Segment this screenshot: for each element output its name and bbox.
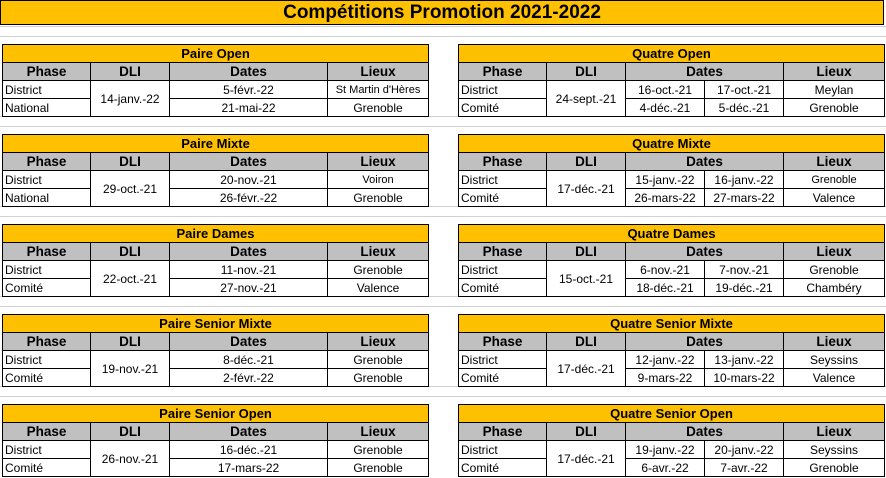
lieu-cell: Voiron [328,171,429,189]
column-header-dli: DLI [91,63,170,81]
lieu-cell: Grenoble [784,99,885,117]
table-row [459,81,885,99]
table-row [459,171,885,189]
date-cell: 7-avr.-22 [705,459,784,477]
table-row [459,459,885,477]
column-header-phase: Phase [459,243,547,261]
competition-block [458,134,884,207]
phase-cell: District [459,171,547,189]
date-cell: 6-avr.-22 [626,459,705,477]
phase-cell: Comité [3,369,91,387]
phase-cell: Comité [3,279,91,297]
dli-cell: 14-janv.-22 [91,81,170,117]
column-header-dates: Dates [626,243,784,261]
table-row [459,369,885,387]
competition-block [2,314,428,387]
dli-cell: 15-oct.-21 [547,261,626,297]
lieu-cell: Grenoble [784,171,885,189]
phase-cell: Comité [3,459,91,477]
lieu-cell: St Martin d'Hères [328,81,429,99]
sheet-gridline [0,306,886,307]
phase-cell: Comité [459,279,547,297]
competition-table [2,404,429,477]
date-cell: 19-janv.-22 [626,441,705,459]
dli-cell: 26-nov.-21 [91,441,170,477]
competition-name: Quatre Open [459,45,885,63]
column-header-lieux: Lieux [328,243,429,261]
column-header-dates: Dates [626,153,784,171]
table-row [459,261,885,279]
competition-block [2,224,428,297]
date-cell: 11-nov.-21 [170,261,328,279]
column-header-phase: Phase [459,153,547,171]
phase-cell: District [459,441,547,459]
page-title: Compétitions Promotion 2021-2022 [0,0,884,25]
date-cell: 10-mars-22 [705,369,784,387]
dli-cell: 22-oct.-21 [91,261,170,297]
phase-cell: District [3,261,91,279]
column-header-dates: Dates [626,63,784,81]
table-row [3,261,429,279]
column-header-dates: Dates [170,153,328,171]
date-cell: 17-mars-22 [170,459,328,477]
competition-name: Quatre Senior Mixte [459,315,885,333]
lieu-cell: Grenoble [328,261,429,279]
phase-cell: District [3,171,91,189]
lieu-cell: Meylan [784,81,885,99]
sheet-gridline [0,126,886,127]
date-cell: 12-janv.-22 [626,351,705,369]
table-row [459,279,885,297]
sheet-gridline [0,26,886,27]
column-header-lieux: Lieux [784,153,885,171]
table-row [3,99,429,117]
phase-cell: National [3,189,91,207]
table-row [3,441,429,459]
lieu-cell: Valence [784,369,885,387]
date-cell: 27-mars-22 [705,189,784,207]
phase-cell: District [459,81,547,99]
competition-name: Quatre Senior Open [459,405,885,423]
lieu-cell: Grenoble [328,369,429,387]
competition-table [458,224,885,297]
competition-name: Quatre Mixte [459,135,885,153]
lieu-cell: Valence [328,279,429,297]
phase-cell: District [3,441,91,459]
competition-block [2,404,428,477]
dli-cell: 17-déc.-21 [547,171,626,207]
column-header-dli: DLI [91,243,170,261]
date-cell: 21-mai-22 [170,99,328,117]
table-row [3,351,429,369]
date-cell: 5-déc.-21 [705,99,784,117]
competition-table [458,404,885,477]
date-cell: 26-mars-22 [626,189,705,207]
column-header-dli: DLI [547,243,626,261]
column-header-dli: DLI [547,63,626,81]
lieu-cell: Grenoble [784,261,885,279]
column-header-dli: DLI [547,423,626,441]
date-cell: 17-oct.-21 [705,81,784,99]
column-header-phase: Phase [3,333,91,351]
column-header-dates: Dates [170,333,328,351]
date-cell: 16-déc.-21 [170,441,328,459]
lieu-cell: Grenoble [328,99,429,117]
date-cell: 13-janv.-22 [705,351,784,369]
date-cell: 15-janv.-22 [626,171,705,189]
date-cell: 2-févr.-22 [170,369,328,387]
date-cell: 7-nov.-21 [705,261,784,279]
competition-name: Quatre Dames [459,225,885,243]
competition-table [2,314,429,387]
competition-table [458,314,885,387]
column-header-dates: Dates [170,63,328,81]
phase-cell: District [3,351,91,369]
column-header-lieux: Lieux [784,423,885,441]
sheet-gridline [0,36,886,37]
lieu-cell: Valence [784,189,885,207]
table-row [3,189,429,207]
competition-block [458,404,884,477]
competition-name: Paire Open [3,45,429,63]
phase-cell: Comité [459,99,547,117]
competition-block [2,134,428,207]
date-cell: 9-mars-22 [626,369,705,387]
lieu-cell: Grenoble [328,441,429,459]
competition-block [2,44,428,117]
date-cell: 4-déc.-21 [626,99,705,117]
column-header-dli: DLI [91,153,170,171]
competition-name: Paire Senior Mixte [3,315,429,333]
date-cell: 5-févr.-22 [170,81,328,99]
phase-cell: District [459,261,547,279]
date-cell: 6-nov.-21 [626,261,705,279]
lieu-cell: Chambéry [784,279,885,297]
table-row [3,459,429,477]
lieu-cell: Grenoble [328,351,429,369]
column-header-phase: Phase [3,63,91,81]
competition-block [458,224,884,297]
competition-table [458,44,885,117]
table-row [3,369,429,387]
competition-block [458,314,884,387]
competition-table [2,44,429,117]
table-row [459,189,885,207]
column-header-dates: Dates [170,423,328,441]
date-cell: 27-nov.-21 [170,279,328,297]
phase-cell: District [3,81,91,99]
column-header-dli: DLI [91,423,170,441]
column-header-phase: Phase [3,243,91,261]
column-header-dates: Dates [626,333,784,351]
phase-cell: District [459,351,547,369]
table-row [459,441,885,459]
date-cell: 8-déc.-21 [170,351,328,369]
date-cell: 16-oct.-21 [626,81,705,99]
competition-table [458,134,885,207]
competition-name: Paire Mixte [3,135,429,153]
date-cell: 16-janv.-22 [705,171,784,189]
date-cell: 19-déc.-21 [705,279,784,297]
table-row [3,279,429,297]
dli-cell: 19-nov.-21 [91,351,170,387]
date-cell: 26-févr.-22 [170,189,328,207]
column-header-phase: Phase [3,423,91,441]
competition-name: Paire Dames [3,225,429,243]
competition-table [2,134,429,207]
date-cell: 20-janv.-22 [705,441,784,459]
column-header-lieux: Lieux [784,63,885,81]
phase-cell: Comité [459,459,547,477]
dli-cell: 24-sept.-21 [547,81,626,117]
column-header-dates: Dates [170,243,328,261]
lieu-cell: Seyssins [784,441,885,459]
date-cell: 20-nov.-21 [170,171,328,189]
column-header-dates: Dates [626,423,784,441]
competition-name: Paire Senior Open [3,405,429,423]
column-header-lieux: Lieux [328,333,429,351]
column-header-phase: Phase [459,63,547,81]
competition-table [2,224,429,297]
dli-cell: 17-déc.-21 [547,441,626,477]
column-header-dli: DLI [547,153,626,171]
column-header-lieux: Lieux [328,153,429,171]
column-header-lieux: Lieux [784,243,885,261]
sheet-gridline [0,216,886,217]
table-row [459,99,885,117]
lieu-cell: Grenoble [784,459,885,477]
table-row [459,351,885,369]
column-header-dli: DLI [547,333,626,351]
lieu-cell: Grenoble [328,189,429,207]
column-header-phase: Phase [459,333,547,351]
sheet-gridline [0,396,886,397]
column-header-lieux: Lieux [784,333,885,351]
phase-cell: Comité [459,189,547,207]
date-cell: 18-déc.-21 [626,279,705,297]
column-header-lieux: Lieux [328,423,429,441]
lieu-cell: Grenoble [328,459,429,477]
dli-cell: 29-oct.-21 [91,171,170,207]
column-header-dli: DLI [91,333,170,351]
competition-block [458,44,884,117]
dli-cell: 17-déc.-21 [547,351,626,387]
lieu-cell: Seyssins [784,351,885,369]
column-header-phase: Phase [459,423,547,441]
phase-cell: Comité [459,369,547,387]
table-row [3,81,429,99]
column-header-lieux: Lieux [328,63,429,81]
table-row [3,171,429,189]
phase-cell: National [3,99,91,117]
column-header-phase: Phase [3,153,91,171]
